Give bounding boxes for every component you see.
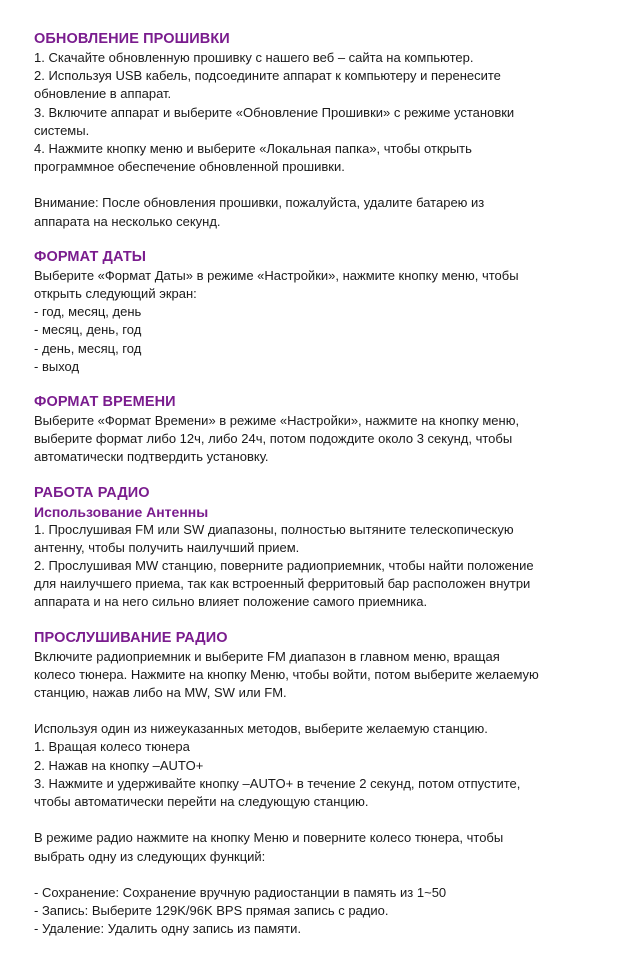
text-line: автоматически подтвердить установку.	[34, 449, 269, 465]
list-item: - год, месяц, день	[34, 304, 142, 320]
text-line: Используя один из нижеуказанных методов, выберите желаемую станцию.	[34, 721, 488, 737]
section-date-format	[34, 248, 614, 376]
text-line: выбрать одну из следующих функций:	[34, 848, 266, 864]
list-item: - Удаление: Удалить одну запись из памяти.	[34, 921, 302, 937]
section-title: ПРОСЛУШИВАНИЕ РАДИО	[34, 629, 228, 646]
text-line: Выберите «Формат Даты» в режиме «Настройки», нажмите кнопку меню, чтобы	[34, 267, 519, 283]
text-line: открыть следующий экран:	[34, 286, 197, 302]
text-line: 2. Прослушивая MW станцию, поверните радиоприемник, чтобы найти положение	[34, 558, 534, 574]
list-item: 3. Нажмите и удерживайте кнопку –AUTO+ в течение 2 секунд, потом отпустите,	[34, 775, 521, 791]
text-line: 1. Скачайте обновленную прошивку с нашего веб – сайта на компьютер.	[34, 50, 474, 65]
text-line: программное обеспечение обновленной прошивки.	[34, 159, 345, 175]
text-line: станцию, нажав либо на MW, SW или FM.	[34, 685, 287, 701]
text-line: системы.	[34, 122, 90, 138]
list-item: - выход	[34, 358, 80, 374]
text-line: выберите формат либо 12ч, либо 24ч, потом подождите около 3 секунд, чтобы	[34, 431, 513, 447]
section-title: ФОРМАТ ВРЕМЕНИ	[34, 394, 176, 411]
text-line: для наилучшего приема, так как встроенный ферритовый бар расположен внутри	[34, 576, 531, 592]
warning-note: Внимание: После обновления прошивки, пожалуйста, удалите батарею из	[34, 195, 485, 211]
list-item: 2. Нажав на кнопку –AUTO+	[34, 757, 204, 773]
manual-page	[34, 30, 614, 938]
text-line: колесо тюнера. Нажмите на кнопку Меню, чтобы войти, потом выберите желаемую	[34, 666, 539, 682]
text-line: 1. Прослушивая FM или SW диапазоны, полностью вытяните телескопическую	[34, 521, 514, 537]
text-line: Включите радиоприемник и выберите FM диапазон в главном меню, вращая	[34, 648, 500, 664]
section-radio-listening	[34, 629, 614, 939]
section-title: РАБОТА РАДИО	[34, 484, 150, 501]
section-firmware-update	[34, 30, 614, 231]
text-line: 3. Включите аппарат и выберите «Обновление Прошивки» с режиме установки	[34, 104, 515, 120]
text-line: Выберите «Формат Времени» в режиме «Настройки», нажмите на кнопку меню,	[34, 413, 520, 429]
text-line: антенну, чтобы получить наилучший прием.	[34, 539, 300, 555]
section-title: ОБНОВЛЕНИЕ ПРОШИВКИ	[34, 31, 230, 47]
list-item: - день, месяц, год	[34, 340, 142, 356]
text-line: 4. Нажмите кнопку меню и выберите «Локальная папка», чтобы открыть	[34, 141, 472, 157]
list-item: 1. Вращая колесо тюнера	[34, 739, 190, 755]
section-radio-operation	[34, 484, 614, 612]
text-line: В режиме радио нажмите на кнопку Меню и поверните колесо тюнера, чтобы	[34, 830, 504, 846]
warning-note: аппарата на несколько секунд.	[34, 213, 221, 229]
text-line: 2. Используя USB кабель, подсоедините аппарат к компьютеру и перенесите	[34, 68, 501, 84]
list-item: - Запись: Выберите 129K/96K BPS прямая запись с радио.	[34, 902, 389, 918]
section-title: ФОРМАТ ДАТЫ	[34, 248, 147, 265]
text-line: аппарата и на него сильно влияет положение самого приемника.	[34, 594, 428, 610]
list-item: - Сохранение: Сохранение вручную радиостанции в память из 1~50	[34, 884, 447, 900]
text-line: обновление в аппарат.	[34, 86, 172, 102]
text-line: чтобы автоматически перейти на следующую станцию.	[34, 794, 369, 810]
section-subtitle: Использование Антенны	[34, 503, 209, 520]
list-item: - месяц, день, год	[34, 322, 142, 338]
section-time-format	[34, 393, 614, 467]
